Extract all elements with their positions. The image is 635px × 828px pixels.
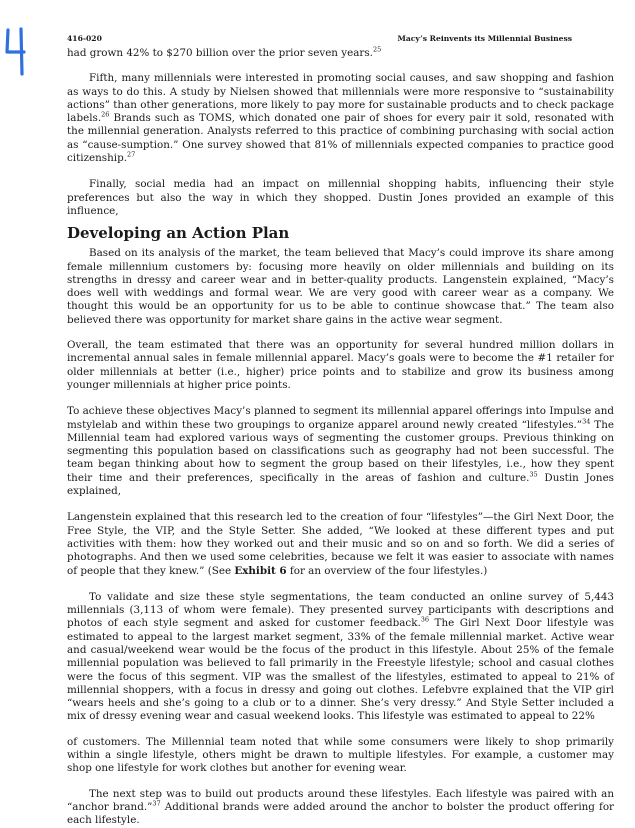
- running-title: Macy’s Reinvents its Millennial Business: [397, 34, 572, 43]
- paragraph: To achieve these objectives Macy’s planned to segment its millennial apparel offerings into Impulse and mstylelab and within these two groupings to organize apparel around newly created “lifestyles.”$^{34}$ The Millennial team had explored various ways of segmenting the customer groups. Previous thinking on segmenting this population based on classifications such as geography had not been successful. The team began thinking about how to segment the group based on their lifestyles, i.e., how they spent their time and their preferences, specifically in the areas of fashion and culture.$^{35}$ Dustin Jones explained,: [67, 405, 614, 498]
- paragraph: Based on its analysis of the market, the team believed that Macy’s could improve its share among female millennium customers by: focusing more heavily on older millennials and building on its strengths in dressy and career wear and in better-quality products. Langenstein explained, “Macy’s does well with weddings and formal wear. We are very good with career wear as a company. We thought this would be an opportunity for us to be able to continue showcase that.” The team also believed there was opportunity for market share gains in the active wear segment.: [67, 247, 614, 326]
- paragraph: Overall, the team estimated that there was an opportunity for several hundred million dollars in incremental annual sales in female millennial apparel. Macy’s goals were to become the #1 retailer for older millennials at better (i.e., higher) price points and to stabilize and grow its business among younger millennials at higher price points.: [67, 339, 614, 391]
- paragraph: The next step was to build out products around these lifestyles. Each lifestyle was paired with an “anchor brand.”$^{37}$ Additional brands were added around the anchor to bolster the product offering for each lifestyle.: [67, 787, 614, 827]
- exhibit-reference: Exhibit 6: [234, 564, 287, 577]
- page-body: [67, 47, 614, 828]
- paragraph: To validate and size these style segmentations, the team conducted an online survey of 5,443 millennials (3,113 of whom were female). They presented survey participants with descriptions and photos of each style segment and asked for customer feedback.$^{36}$ The Girl Next Door lifestyle was estimated to appeal to the largest market segment, 33% of the female millennial market. Active wear and casual/weekend wear would be the focus of the product in this lifestyle. About 25% of the female millennial population was believed to fall primarily in the Freestyle lifestyle; school and casual clothes were the focus of this segment. VIP was the smallest of the lifestyles, estimated to appeal to 21% of millennial shoppers, with a focus in dressy and going out clothes. Lefebvre explained that the VIP girl “wears heels and she’s going to a club or to a dinner. She’s very dressy.” And Style Setter included a mix of dressy evening wear and casual weekend looks. This lifestyle was estimated to appeal to 22%: [67, 590, 614, 723]
- paragraph: Fifth, many millennials were interested in promoting social causes, and saw shopping and fashion as ways to do this. A study by Nielsen showed that millennials were more responsive to “sustainability actions” than other generations, more likely to pay more for sustainable products and to check package labels.$^{26}$ Brands such as TOMS, which donated one pair of shoes for every pair it sold, resonated with the millennial generation. Analysts referred to this practice of combining purchasing with social action as “cause-sumption.” One survey showed that 81% of millennials expected companies to practice good citizenship.$^{27}$: [67, 72, 614, 165]
- paragraph: of customers. The Millennial team noted that while some consumers were likely to shop primarily within a single lifestyle, others might be drawn to multiple lifestyles. For example, a customer may shop one lifestyle for work clothes but another for evening wear.: [67, 735, 614, 775]
- section-heading: Developing an Action Plan: [67, 224, 290, 243]
- running-header: [67, 34, 572, 48]
- case-number: 416-020: [67, 34, 102, 43]
- paragraph: had grown 42% to $270 billion over the prior seven years.$^{25}$: [67, 45, 382, 59]
- paragraph: Finally, social media had an impact on millennial shopping habits, influencing their style preferences but also the way in which they shopped. Dustin Jones provided an example of this influence,: [67, 178, 614, 217]
- handwritten-number-annotation: [2, 26, 30, 76]
- paragraph: Langenstein explained that this research led to the creation of four “lifestyles”—the Girl Next Door, the Free Style, the VIP, and the Style Setter. She added, “We looked at these different types and put activities with them: how they worked out and their music and so on and so forth. We did a series of photographs. And then we used some celebrities, because we felt it was easier to associate with names of people that they knew.” (See Exhibit 6 for an overview of the four lifestyles.): [67, 511, 614, 577]
